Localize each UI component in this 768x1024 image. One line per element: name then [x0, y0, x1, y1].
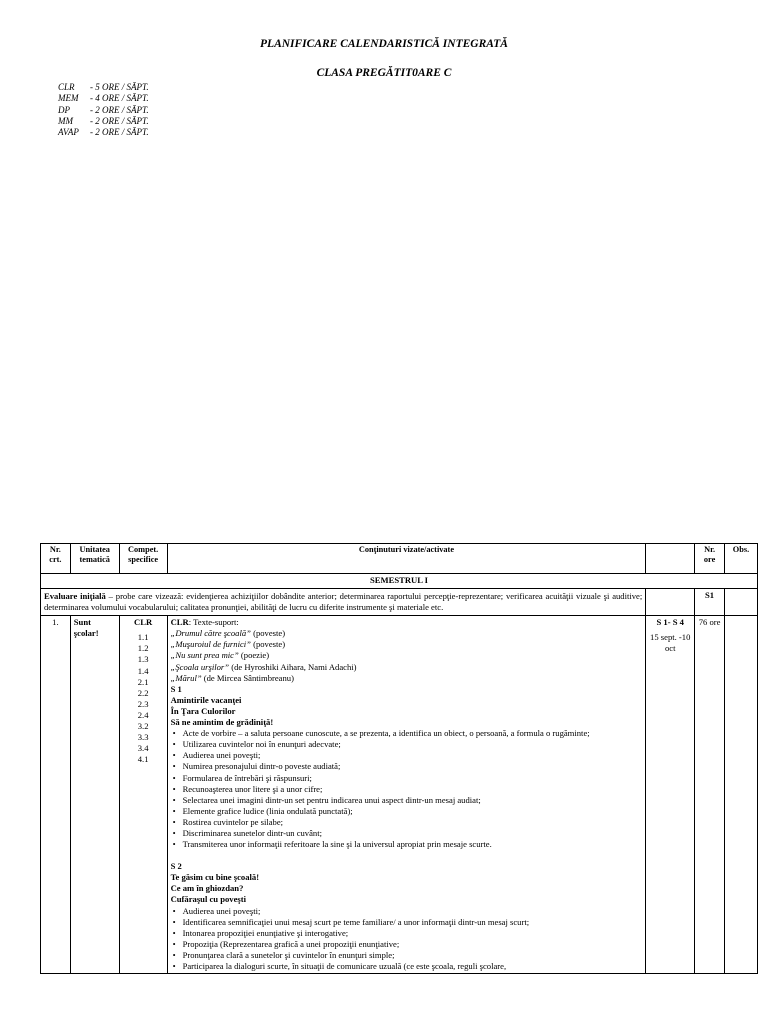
competence-code: 4.1 — [137, 754, 149, 765]
activity-item: • Recunoaşterea unor litere şi a unor cifre; — [183, 784, 643, 795]
activity-item: • Selectarea unei imagini dintr-un set pentru indicarea unui aspect dintr-un mesaj audiat; — [183, 795, 643, 806]
evaluation-row — [41, 589, 758, 616]
weekly-hours-list — [58, 82, 149, 138]
planning-table — [40, 543, 758, 974]
activity-item: • Numirea presonajului dintr-o poveste audiată; — [183, 761, 643, 772]
evaluation-week: S1 — [695, 589, 725, 616]
topic-title: Să ne amintim de grădiniţă! — [170, 717, 274, 728]
support-text-note: (poveste) — [250, 639, 286, 650]
activity-item: • Utilizarea cuvintelor noi în enunţuri adecvate; — [183, 739, 643, 750]
week-s1-topics — [171, 695, 643, 728]
activity-item: • Transmiterea unor informaţii referitoare la sine şi la universul apropiat prin mesaje scurte. — [183, 839, 643, 850]
hours-row-mm: MM - 2 ORE / SĂPT. — [58, 115, 149, 126]
support-text-note: (de Mircea Sântimbreanu) — [201, 672, 294, 683]
texts-heading: CLR: Texte-suport: — [170, 617, 239, 628]
support-text-title: „Mărul” — [170, 672, 202, 683]
support-text-title: „Muşuroiul de furnici” — [170, 639, 251, 650]
support-text-note: (poezie) — [238, 650, 270, 661]
activity-item: • Discriminarea sunetelor dintr-un cuvânt; — [183, 828, 643, 839]
table-row — [41, 616, 758, 974]
activity-item: • Rostirea cuvintelor pe silabe; — [183, 817, 643, 828]
row-competences: CLR 1.1 1.2 1.3 1.4 2.1 2.2 2.3 2.4 3.2 3.3 3.4 4.1 — [119, 616, 167, 974]
support-text-title: „Drumul către şcoală” — [170, 628, 251, 639]
topic-title: Amintirile vacanţei — [170, 694, 242, 705]
competence-code: 1.4 — [137, 665, 149, 676]
competence-code: 3.4 — [137, 743, 149, 754]
hours-row-dp: DP - 2 ORE / SĂPT. — [58, 104, 149, 115]
support-text-item — [171, 662, 643, 673]
evaluation-period — [646, 589, 695, 616]
hours-row-avap: AVAP - 2 ORE / SĂPT. — [58, 127, 149, 138]
competence-code: 1.3 — [137, 654, 149, 665]
competence-code: 3.3 — [137, 732, 149, 743]
evaluation-text: Evaluare iniţială – probe care vizează: evidenţierea achiziţiilor dobândite anterior; determinarea raportului percepţie-reprezentare; verificarea acuităţii vizuale şi auditive; determinarea volumului vocabularului; calitatea pronunţiei, abilităţi de lucru cu diferite instrumente şi materiale etc. — [41, 589, 646, 616]
activity-item: • Participarea la dialoguri scurte, în situaţii de comunicare uzuală (ce este şcoala, reguli şcolare, — [183, 961, 643, 972]
support-text-title: „Şcoala urşilor” — [170, 661, 230, 672]
row-unit: Sunt şcolar! — [70, 616, 119, 974]
document-title: PLANIFICARE CALENDARISTICĂ INTEGRATĂ — [260, 38, 508, 50]
support-texts — [171, 628, 643, 683]
activity-item: • Acte de vorbire – a saluta persoane cunoscute, a se prezenta, a identifica un obiect, o persoană, a formula o rugăminte; — [183, 728, 643, 739]
header-content: Conţinuturi vizate/activate — [167, 544, 646, 574]
activity-item: • Audierea unei poveşti; — [183, 906, 643, 917]
semester-row — [41, 574, 758, 589]
activity-item: • Pronunţarea clară a sunetelor şi cuvintelor în enunţuri simple; — [183, 950, 643, 961]
competence-code: 2.3 — [137, 698, 149, 709]
competence-list — [123, 632, 164, 765]
table-header-row — [41, 544, 758, 574]
week-s2-activities — [171, 906, 643, 973]
activity-item: • Audierea unei poveşti; — [183, 750, 643, 761]
row-content — [167, 616, 646, 974]
activity-item: • Identificarea semnificaţiei unui mesaj scurt pe teme familiare/ a unor informaţii dintr-un mesaj scurt; — [183, 917, 643, 928]
competence-code: 2.1 — [137, 676, 149, 687]
topic-title: În Ţara Culorilor — [170, 705, 236, 716]
row-number: 1. — [41, 616, 71, 974]
row-hours: 76 ore — [695, 616, 725, 974]
support-text-item — [171, 628, 643, 639]
support-text-title: „Nu sunt prea mic” — [170, 650, 239, 661]
activity-item: • Intonarea propoziţiei enunţiative şi interogative; — [183, 928, 643, 939]
competence-code: 1.2 — [137, 643, 149, 654]
support-text-note: (de Hyroshiki Aihara, Nami Adachi) — [229, 661, 357, 672]
evaluation-obs — [724, 589, 757, 616]
week-s1-label: S 1 — [170, 683, 182, 694]
hours-row-clr: CLR - 5 ORE / SĂPT. — [58, 82, 149, 92]
header-unit: Unitatea tematică — [70, 544, 119, 574]
class-name: CLASA PREGĂTIT0ARE C — [316, 67, 452, 79]
hours-row-mem: MEM - 4 ORE / SĂPT. — [58, 93, 149, 104]
support-text-item — [171, 639, 643, 650]
week-s2-label: S 2 — [170, 861, 182, 872]
activity-item: • Formularea de întrebări şi răspunsuri; — [183, 773, 643, 784]
support-text-note: (poveste) — [250, 628, 286, 639]
header-competences: Compet. specifice — [119, 544, 167, 574]
competence-code: 3.2 — [137, 721, 149, 732]
semester-label: SEMESTRUL I — [41, 574, 758, 589]
competence-code: 2.2 — [137, 687, 149, 698]
competence-code: 1.1 — [137, 632, 149, 643]
support-text-item — [171, 673, 643, 684]
header-nr-crt: Nr. crt. — [41, 544, 71, 574]
activity-item: • Propoziţia (Reprezentarea grafică a unei propoziţii enunţiative; — [183, 939, 643, 950]
topic-title: Te găsim cu bine şcoală! — [170, 872, 260, 883]
support-text-item — [171, 650, 643, 661]
week-s1-activities — [171, 728, 643, 850]
topic-title: Ce am în ghiozdan? — [170, 883, 244, 894]
activity-item: • Elemente grafice ludice (linia ondulată punctată); — [183, 806, 643, 817]
competence-code: 2.4 — [137, 709, 149, 720]
week-s2-topics — [171, 872, 643, 905]
header-period — [646, 544, 695, 574]
row-period: S 1- S 4 15 sept. -10 oct — [646, 616, 695, 974]
header-obs: Obs. — [724, 544, 757, 574]
header-hours: Nr. ore — [695, 544, 725, 574]
row-obs — [724, 616, 757, 974]
topic-title: Cufăraşul cu poveşti — [170, 894, 247, 905]
